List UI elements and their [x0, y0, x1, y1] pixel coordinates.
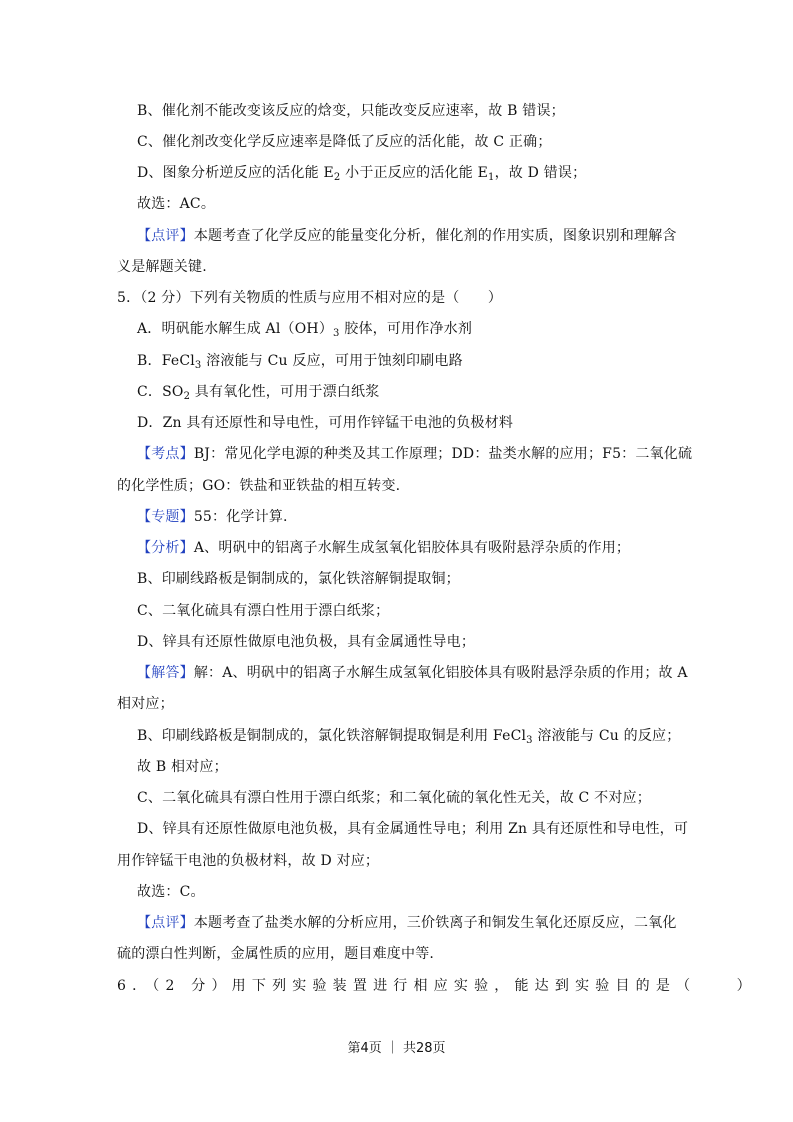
jieda-line-a-cont: 相对应；: [117, 696, 174, 712]
option-a: A．明矾能水解生成 $Al(OH)_3$ 胶体，可用作净水剂: [137, 321, 473, 339]
fenxi-line-c: C、二氧化硫具有漂白性用于漂白纸浆；: [137, 603, 390, 619]
jieda-line-d: D、锌具有还原性做原电池负极，具有金属通性导电；利用 Zn 具有还原性和导电性，可: [137, 821, 689, 837]
kaodian-line-cont: 的化学性质；GO：铁盐和亚铁盐的相互转变.: [117, 478, 401, 494]
jieda-line-d-cont: 用作锌锰干电池的负极材料，故 D 对应；: [117, 853, 380, 869]
kaodian-tag: 【考点】: [137, 446, 194, 462]
question-5: 5．（2 分）下列有关物质的性质与应用不相对应的是（ ）: [117, 290, 503, 306]
answer-line-q5: 故选：C。: [137, 884, 205, 900]
zhuanti-tag: 【专题】: [137, 509, 194, 525]
analysis-line-b: B、催化剂不能改变该反应的焓变，只能改变反应速率，故 B 错误；: [137, 103, 565, 119]
comment-line-cont: 义是解题关键.: [117, 259, 207, 275]
jieda-line-b: B、印刷线路板是铜制成的，氯化铁溶解铜提取铜是利用 FeCl$_3$ 溶液能与 Cu 的反应；: [137, 728, 681, 746]
option-b: B．FeCl$_3$ 溶液能与 Cu 反应，可用于蚀刻印刷电路: [137, 353, 463, 371]
dianping-tag: 【点评】: [137, 915, 194, 931]
jieda-line-b-cont: 故 B 相对应；: [137, 759, 228, 775]
jieda-tag: 【解答】: [137, 665, 194, 681]
kaodian-line: 【考点】BJ：常见化学电源的种类及其工作原理；DD：盐类水解的应用；F5：二氧化硫: [137, 446, 693, 462]
option-d: D．Zn 具有还原性和导电性，可用作锌锰干电池的负极材料: [137, 415, 514, 431]
option-c: C．$SO_2$ 具有氧化性，可用于漂白纸浆: [137, 384, 380, 402]
comment-line: 【点评】本题考查了化学反应的能量变化分析，催化剂的作用实质，图象识别和理解含: [137, 228, 677, 244]
jieda-line-c: C、二氧化硫具有漂白性用于漂白纸浆；和二氧化硫的氧化性无关，故 C 不对应；: [137, 790, 651, 806]
fenxi-line-d: D、锌具有还原性做原电池负极，具有金属通性导电；: [137, 634, 476, 650]
dianping-line-cont: 硫的漂白性判断，金属性质的应用，题目难度中等.: [117, 946, 435, 962]
zhuanti-line: 【专题】55：化学计算.: [137, 509, 288, 525]
dianping-line: 【点评】本题考查了盐类水解的分析应用，三价铁离子和铜发生氧化还原反应，二氧化: [137, 915, 677, 931]
fenxi-tag: 【分析】: [137, 540, 194, 556]
fenxi-line-b: B、印刷线路板是铜制成的，氯化铁溶解铜提取铜；: [137, 571, 460, 587]
jieda-line: 【解答】解：A、明矾中的铝离子水解生成氢氧化铝胶体具有吸附悬浮杂质的作用；故 A: [137, 665, 688, 681]
answer-line: 故选：AC。: [137, 196, 216, 212]
comment-tag: 【点评】: [137, 228, 194, 244]
fenxi-line: 【分析】A、明矾中的铝离子水解生成氢氧化铝胶体具有吸附悬浮杂质的作用；: [137, 540, 631, 556]
page-footer: 第4页 ｜ 共28页: [347, 1041, 446, 1056]
question-6: 6．（2 分）用下列实验装置进行相应实验，能达到实验目的是（ ）: [117, 978, 757, 994]
analysis-line-d: D、图象分析逆反应的活化能 $E_2$ 小于正反应的活化能 $E_1$，故 D 错误；: [137, 165, 587, 183]
analysis-line-c: C、催化剂改变化学反应速率是降低了反应的活化能，故 C 正确；: [137, 134, 552, 150]
